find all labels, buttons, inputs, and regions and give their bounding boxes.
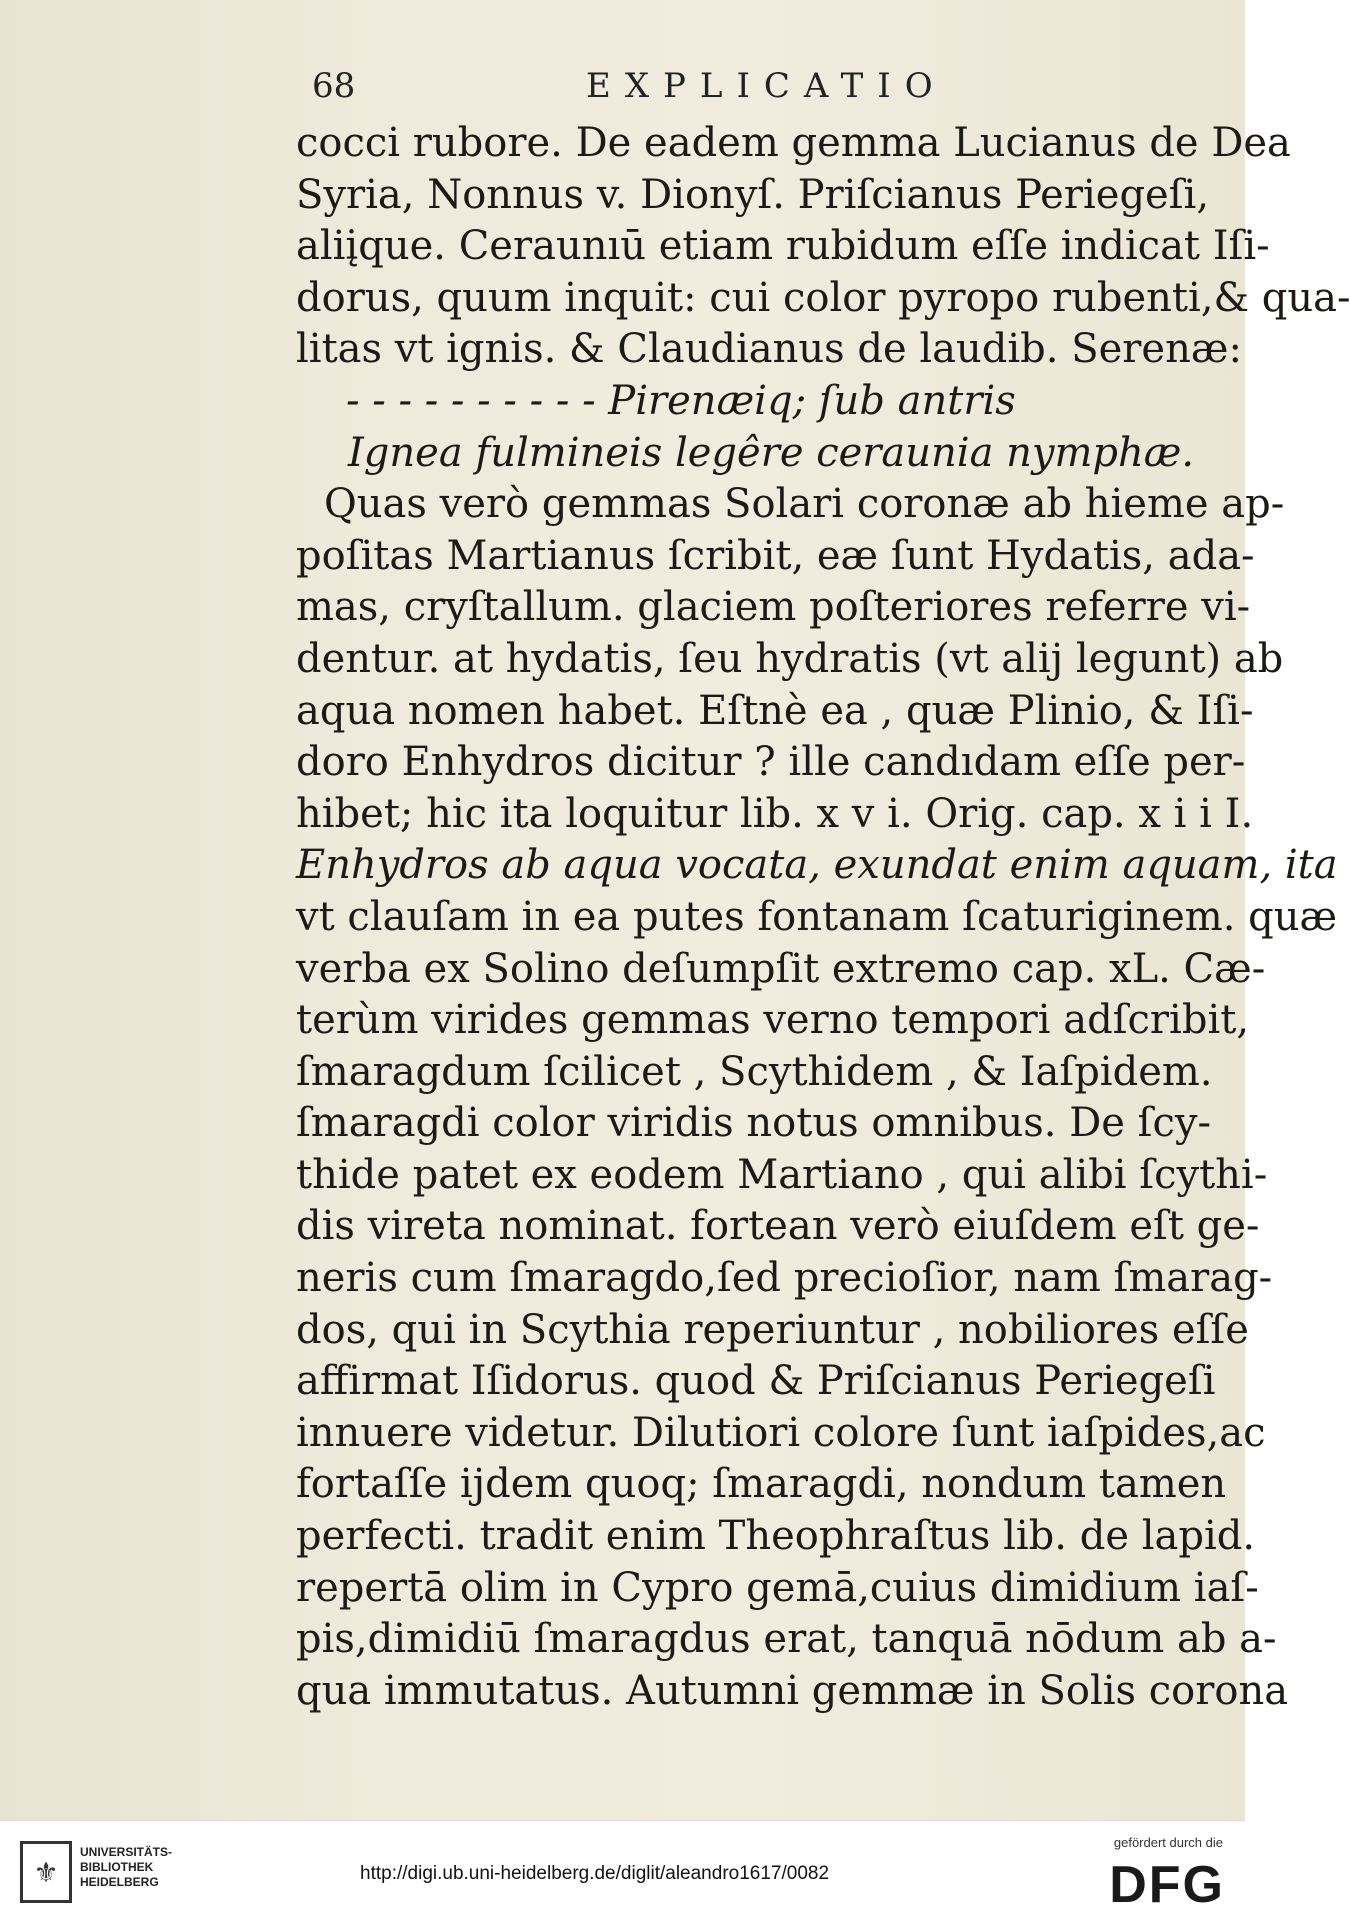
text-line: ſmaragdi color viridis notus omnibus. De ſcy-: [296, 1100, 1211, 1147]
funder-logo: DFG: [1109, 1856, 1225, 1914]
text-line: fortaſſe ijdem quoq; ſmaragdi, nondum tamen: [296, 1461, 1227, 1508]
running-title: EXPLICATIO: [586, 66, 947, 106]
text-line: cocci rubore. De eadem gemma Lucianus de Dea: [296, 120, 1291, 166]
text-line: aqua nomen habet. Eſtnè ea , quæ Plinio, & Iſi-: [296, 687, 1254, 734]
text-line: Syria, Nonnus v. Dionyſ. Priſcianus Periegeſi,: [296, 171, 1210, 218]
institution-line: UNIVERSITÄTS-: [80, 1845, 173, 1859]
footer: [0, 1820, 1245, 1928]
source-url[interactable]: http://digi.ub.uni-heidelberg.de/diglit/aleandro1617/0082: [360, 1863, 830, 1884]
text-line: - - - - - - - - - - Pirenæiq; ſub antris: [346, 377, 1016, 424]
text-line: innuere videtur. Dilutiori colore ſunt iaſpides,ac: [296, 1409, 1266, 1456]
text-line: thide patet ex eodem Martiano , qui alibi ſcythi-: [296, 1151, 1268, 1198]
running-head: [296, 66, 1176, 118]
text-line: Quas verò gemmas Solari coronæ ab hieme ap-: [324, 481, 1285, 528]
text-line: hibet; hic ita loquitur lib. x v i. Orig. cap. x i i I.: [296, 790, 1254, 837]
text-line: poſitas Martianus ſcribit, eæ ſunt Hydatis, ada-: [296, 532, 1255, 579]
funder-text: gefördert durch die: [1113, 1835, 1223, 1850]
text-line: dis vireta nominat. fortean verò eiuſdem eſt ge-: [296, 1203, 1260, 1250]
text-line: terùm virides gemmas verno tempori adſcribit,: [296, 997, 1250, 1044]
text-line: neris cum ſmaragdo,ſed precioſior, nam ſmarag-: [296, 1255, 1273, 1302]
text-line: Enhydros ab aqua vocata, exundat enim aquam, ita: [296, 842, 1338, 889]
text-line: qua immutatus. Autumni gemmæ in Solis corona: [296, 1667, 1289, 1714]
text-line: Ignea fulmineis legêre ceraunia nymphæ.: [348, 429, 1195, 476]
text-line: litas vt ignis. & Claudianus de laudib. Serenæ:: [296, 326, 1242, 373]
text-line: perfecti. tradit enim Theophraſtus lib. de lapid.: [296, 1513, 1256, 1560]
institution-line: BIBLIOTHEK: [80, 1860, 154, 1874]
text-line: verba ex Solino deſumpſit extremo cap. xL. Cæ-: [296, 945, 1266, 992]
text-line: ſmaragdum ſcilicet , Scythidem , & Iaſpidem.: [296, 1048, 1213, 1095]
text-line: dorus, quum inquit: cui color pyropo rubenti,& qua-: [296, 274, 1351, 321]
institution-name: [80, 1845, 172, 1890]
text-line: doro Enhydros dicitur ? ille candıdam eſſe per-: [296, 739, 1246, 786]
text-line: dos, qui in Scythia reperiuntur , nobiliores eſſe: [296, 1306, 1249, 1353]
text-line: mas, cryſtallum. glaciem poſteriores referre vi-: [296, 584, 1251, 631]
text-line: aliįque. Ceraunıū etiam rubidum eſſe indicat Iſi-: [296, 223, 1270, 270]
library-logo-icon: ⚜: [20, 1841, 72, 1903]
text-line: affirmat Iſidorus. quod & Priſcianus Periegeſi: [296, 1358, 1216, 1405]
text-body: [296, 118, 1351, 1717]
text-line: repertā olim in Cypro gemā,cuius dimidium iaſ-: [296, 1564, 1259, 1611]
institution-line: HEIDELBERG: [80, 1875, 159, 1889]
page-number: 68: [312, 66, 356, 106]
text-line: dentur. at hydatis, ſeu hydratis (vt alij legunt) ab: [296, 635, 1284, 682]
text-line: vt clauſam in ea putes fontanam ſcaturiginem. quæ: [296, 893, 1338, 940]
text-line: pis,dimidiū ſmaragdus erat, tanquā nōdum ab a-: [296, 1616, 1277, 1663]
page-text: [296, 66, 1351, 1717]
